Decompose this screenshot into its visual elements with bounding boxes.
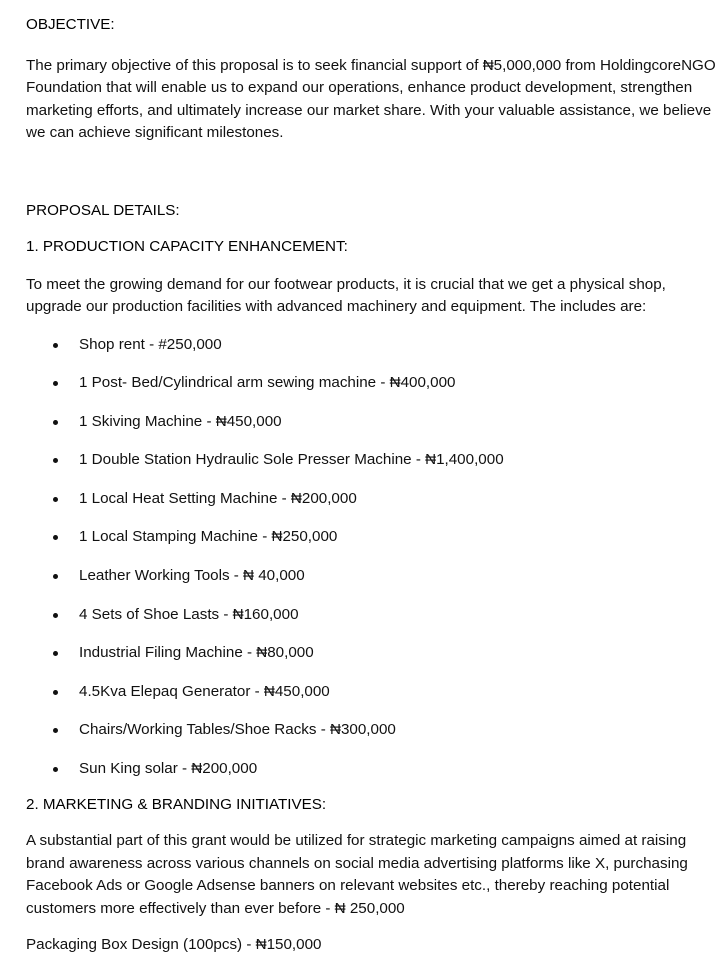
list-item bbox=[26, 604, 716, 627]
list-item bbox=[26, 334, 716, 357]
bullet-icon bbox=[53, 574, 58, 579]
marketing-heading: 2. MARKETING & BRANDING INITIATIVES: bbox=[26, 795, 327, 813]
bullet-icon bbox=[53, 690, 58, 695]
production-paragraph: To meet the growing demand for our footwear products, it is crucial that we get a physical shop, upgrade our production facilities with advanced machinery and equipment. The includes are: bbox=[26, 275, 666, 315]
bullet-icon bbox=[53, 497, 58, 502]
list-item bbox=[26, 719, 716, 742]
list-item-text: 1 Skiving Machine - ₦450,000 bbox=[79, 412, 282, 430]
bullet-icon bbox=[53, 535, 58, 540]
document-page bbox=[26, 14, 716, 957]
list-item-text: 1 Double Station Hydraulic Sole Presser Machine - ₦1,400,000 bbox=[79, 451, 504, 469]
list-item-text: 4.5Kva Elepaq Generator - ₦450,000 bbox=[79, 682, 330, 700]
list-item bbox=[26, 488, 716, 511]
bullet-icon bbox=[53, 343, 58, 348]
list-item bbox=[26, 681, 716, 704]
list-item-text: Chairs/Working Tables/Shoe Racks - ₦300,000 bbox=[79, 721, 396, 739]
equipment-list bbox=[26, 334, 716, 781]
list-item-text: Sun King solar - ₦200,000 bbox=[79, 760, 258, 778]
list-item bbox=[26, 449, 716, 472]
list-item-text: Industrial Filing Machine - ₦80,000 bbox=[79, 644, 314, 662]
bullet-icon bbox=[53, 651, 58, 656]
list-item-text: 1 Post- Bed/Cylindrical arm sewing machine - ₦400,000 bbox=[79, 374, 456, 392]
list-item bbox=[26, 526, 716, 549]
bullet-icon bbox=[53, 613, 58, 618]
marketing-paragraph: A substantial part of this grant would be utilized for strategic marketing campaigns aimed at raising brand awareness across various channels on social media advertising platforms like X, purchasing Facebook Ads or Google Adsense banners on relevant websites etc., thereby reaching potential customers more effectively than ever before - ₦ 250,000 bbox=[26, 832, 688, 917]
bullet-icon bbox=[53, 381, 58, 386]
list-item-text: Shop rent - #250,000 bbox=[79, 335, 222, 353]
list-item-text: 4 Sets of Shoe Lasts - ₦160,000 bbox=[79, 605, 299, 623]
bullet-icon bbox=[53, 728, 58, 733]
bullet-icon bbox=[53, 767, 58, 772]
list-item-text: Leather Working Tools - ₦ 40,000 bbox=[79, 567, 305, 585]
proposal-details-heading: PROPOSAL DETAILS: bbox=[26, 201, 180, 219]
production-heading: 1. PRODUCTION CAPACITY ENHANCEMENT: bbox=[26, 238, 348, 255]
list-item bbox=[26, 411, 716, 434]
packaging-line: Packaging Box Design (100pcs) - ₦150,000 bbox=[26, 936, 322, 954]
list-item-text: 1 Local Heat Setting Machine - ₦200,000 bbox=[79, 489, 357, 507]
list-item bbox=[26, 565, 716, 588]
list-item bbox=[26, 758, 716, 781]
list-item-text: 1 Local Stamping Machine - ₦250,000 bbox=[79, 528, 338, 546]
bullet-icon bbox=[53, 420, 58, 425]
objective-heading: OBJECTIVE: bbox=[26, 16, 115, 33]
bullet-icon bbox=[53, 458, 58, 463]
list-item bbox=[26, 372, 716, 395]
list-item bbox=[26, 642, 716, 665]
objective-paragraph: The primary objective of this proposal is to seek financial support of ₦5,000,000 from HoldingcoreNGO Foundation that will enable us to expand our operations, enhance product development, strengthen marketing efforts, and ultimately increase our market share. With your valuable assistance, we believe we can achieve significant milestones. bbox=[26, 56, 716, 141]
